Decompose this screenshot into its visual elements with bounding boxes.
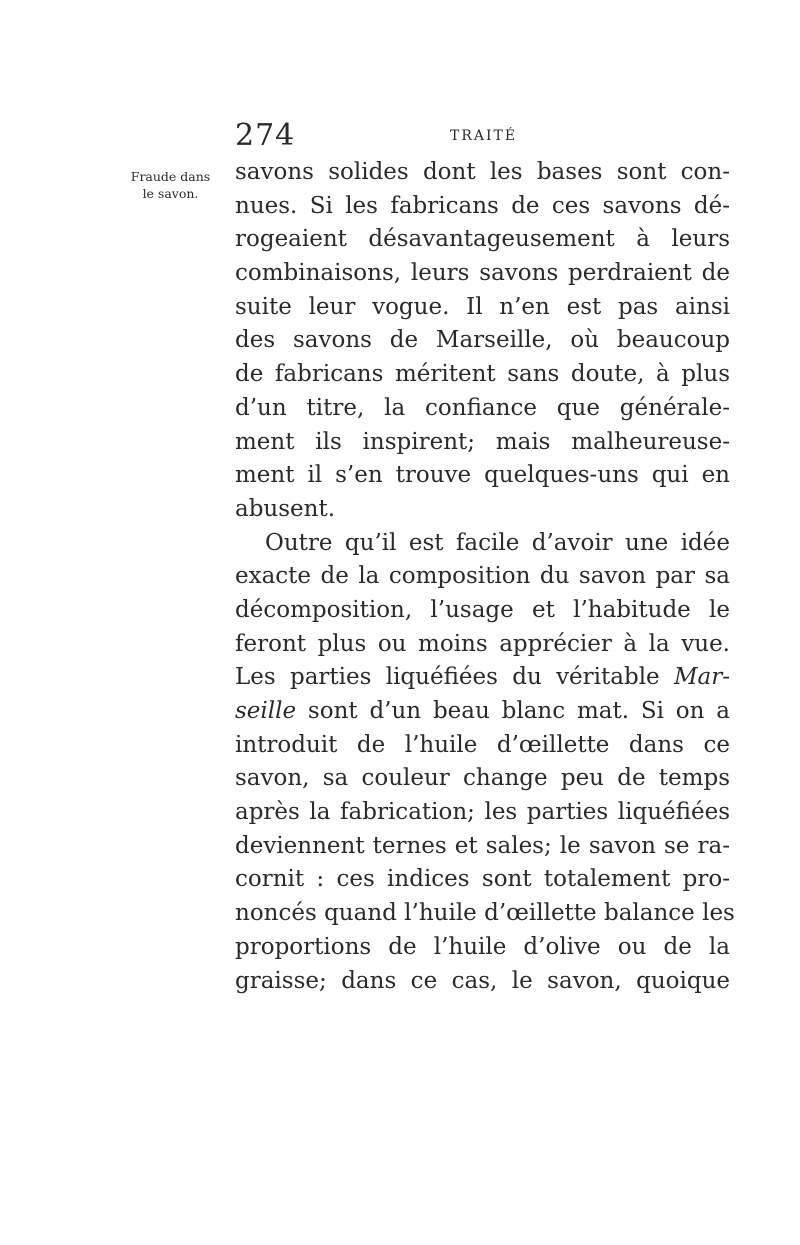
text-line: combinaisons, leurs savons perdraient de	[235, 260, 730, 287]
text-line: rogeaient désavantageusement à leurs	[235, 226, 730, 253]
text-line: introduit de l’huile d’œillette dans ce	[235, 731, 730, 758]
text-span: Les parties liquéfiées du véritable	[235, 664, 674, 691]
page-number: 274	[235, 118, 296, 153]
text-line: feront plus ou moins apprécier à la vue.	[235, 630, 730, 657]
text-line	[235, 695, 730, 729]
text-line	[235, 661, 730, 695]
text-line: cornit : ces indices sont totalement pro-	[235, 866, 730, 893]
text-line: de fabricans méritent sans doute, à plus	[235, 361, 730, 388]
text-line: proportions de l’huile d’olive ou de la	[235, 933, 730, 960]
margin-note-line: le savon.	[142, 186, 199, 201]
text-line: exacte de la composition du savon par sa	[235, 563, 730, 590]
italic-text: Mar-	[673, 664, 730, 691]
text-line: d’un titre, la confiance que générale-	[235, 394, 730, 421]
text-span: sont d’un beau blanc mat. Si on a	[296, 698, 730, 724]
text-line: noncés quand l’huile d’œillette balance les	[235, 900, 735, 927]
text-line: ment ils inspirent; mais malheureuse-	[235, 428, 730, 455]
text-line: après la fabrication; les parties liquéfiées	[235, 799, 730, 826]
text-line: abusent.	[235, 495, 336, 522]
text-line: savon, sa couleur change peu de temps	[235, 765, 730, 792]
margin-note	[118, 168, 223, 202]
text-line: Outre qu’il est facile d’avoir une idée	[265, 529, 730, 556]
text-line: deviennent ternes et sales; le savon se ra-	[235, 832, 730, 859]
text-line: graisse; dans ce cas, le savon, quoique	[235, 967, 730, 994]
text-line: savons solides dont les bases sont con-	[235, 159, 730, 185]
body-text	[235, 156, 735, 998]
page-header	[235, 118, 730, 158]
text-line: décomposition, l’usage et l’habitude le	[235, 596, 730, 623]
text-line: des savons de Marseille, où beaucoup	[235, 327, 730, 354]
text-line: ment il s’en trouve quelques-uns qui en	[235, 462, 730, 489]
margin-note-line: Fraude dans	[130, 169, 211, 184]
text-line: suite leur vogue. Il n’en est pas ainsi	[235, 293, 730, 320]
running-title: TRAITÉ	[450, 128, 518, 144]
text-line: nues. Si les fabricans de ces savons dé-	[235, 192, 730, 219]
italic-text: seille	[235, 698, 297, 724]
